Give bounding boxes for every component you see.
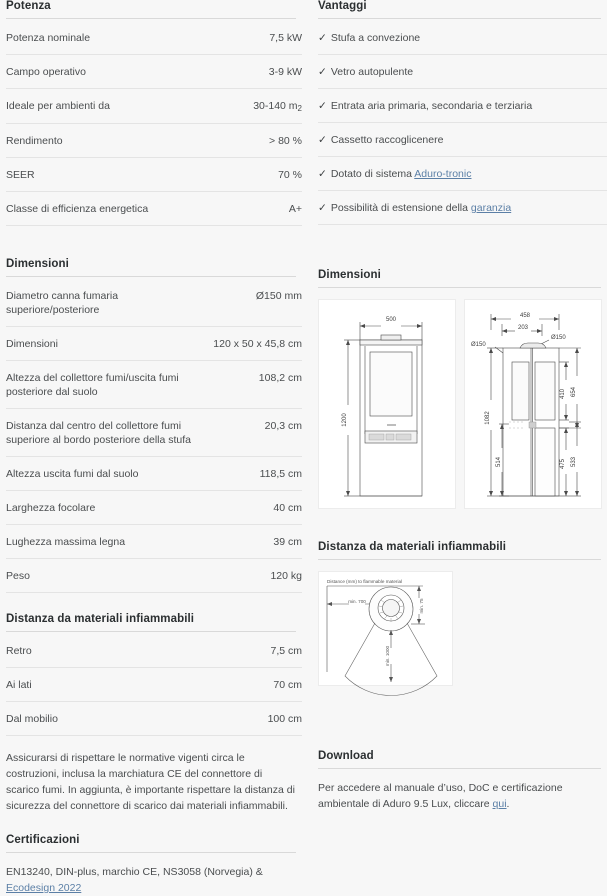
check-icon: ✓ xyxy=(318,202,327,214)
spec-label: Retro xyxy=(6,645,32,657)
table-row xyxy=(6,525,302,559)
table-row xyxy=(6,559,302,593)
side-514-label: 514 xyxy=(496,456,502,468)
check-icon: ✓ xyxy=(318,32,327,44)
spec-value: 40 cm xyxy=(273,502,302,514)
table-row xyxy=(6,409,302,457)
list-item xyxy=(318,191,607,225)
section-distanza xyxy=(6,613,302,814)
side-view-drawing[interactable] xyxy=(464,299,602,509)
spec-label: Rendimento xyxy=(6,135,63,147)
section-title-potenza: Potenza xyxy=(6,0,51,12)
list-item xyxy=(318,123,607,157)
check-icon: ✓ xyxy=(318,66,327,78)
side-view-svg xyxy=(465,300,603,510)
spec-value: 108,2 cm xyxy=(258,372,302,384)
spec-value: 7,5 cm xyxy=(270,645,302,657)
section-divider xyxy=(6,18,296,19)
spacer xyxy=(318,225,607,257)
section-download xyxy=(318,750,607,812)
side-1082-label: 1082 xyxy=(485,411,491,425)
section-divider xyxy=(318,768,601,769)
clearance-min700-label: min. 700 xyxy=(348,599,366,604)
spec-label: Potenza nominale xyxy=(6,32,91,44)
section-divider xyxy=(6,852,296,853)
list-item-label: Possibilità di estensione della xyxy=(330,202,471,214)
clearance-min75-label: min. 75 xyxy=(419,598,424,614)
table-row xyxy=(6,21,302,55)
spec-label: Campo operativo xyxy=(6,66,86,78)
spec-value: 39 cm xyxy=(273,536,302,548)
side-654-label: 654 xyxy=(571,386,577,398)
clearance-min1000-label: min. 1000 xyxy=(385,645,390,667)
spec-value: 100 cm xyxy=(267,713,302,725)
check-icon: ✓ xyxy=(318,134,327,146)
front-height-label: 1200 xyxy=(342,413,348,427)
side-458-label: 458 xyxy=(519,313,531,319)
table-row xyxy=(6,55,302,89)
spacer xyxy=(318,257,607,269)
spec-value: 7,5 kW xyxy=(269,32,302,44)
spacer xyxy=(6,814,302,834)
section-distanza-drawing xyxy=(318,541,607,686)
section-divider xyxy=(6,631,296,632)
list-item xyxy=(318,55,607,89)
table-row xyxy=(6,634,302,668)
drawings-row xyxy=(318,290,607,509)
section-divider xyxy=(318,559,601,560)
distance-note: Assicurarsi di rispettare le normative vigenti circa le costruzioni, inclusa la marchiatura CE del connettore di scarico fumi. In aggiunta, è importante rispettare la distanza di sicurezza del connettore di scarico dai materiali infiammabili. xyxy=(6,752,295,812)
list-item-label: Entrata aria primaria, secondaria e terziaria xyxy=(330,100,533,112)
section-dimensioni-drawings xyxy=(318,269,607,509)
aduro-tronic-link[interactable]: Aduro-tronic xyxy=(414,168,472,180)
table-row xyxy=(6,124,302,158)
spec-value: > 80 % xyxy=(269,135,302,147)
section-divider xyxy=(318,18,601,19)
section-divider xyxy=(318,287,601,288)
table-row xyxy=(6,89,302,124)
table-row xyxy=(6,158,302,192)
section-title-certificazioni: Certificazioni xyxy=(6,834,80,846)
spec-value: 3-9 kW xyxy=(268,66,302,78)
left-column xyxy=(6,0,302,896)
section-title-vantaggi: Vantaggi xyxy=(318,0,367,12)
clearance-caption: Distance (mm) to flammable material xyxy=(327,579,403,584)
table-row xyxy=(6,279,302,327)
check-icon: ✓ xyxy=(318,168,327,180)
side-475-label: 475 xyxy=(560,458,566,470)
spacer xyxy=(6,593,302,613)
section-title-dimensioni-drawings: Dimensioni xyxy=(318,269,381,281)
list-item-label: Vetro autopulente xyxy=(330,66,414,78)
spec-label: Ideale per ambienti da xyxy=(6,100,110,112)
front-view-svg xyxy=(319,300,457,510)
right-column xyxy=(318,0,607,812)
clearance-svg xyxy=(319,572,454,687)
table-row xyxy=(6,668,302,702)
spec-label: Lughezza massima legna xyxy=(6,536,126,548)
front-width-label: 500 xyxy=(385,317,397,323)
spec-label: Altezza uscita fumi dal suolo xyxy=(6,468,139,480)
spec-value: 30-140 $m_2$ xyxy=(253,100,302,113)
spec-value: 70 cm xyxy=(273,679,302,691)
spacer xyxy=(318,718,607,738)
list-item-label: Stufa a convezione xyxy=(330,32,421,44)
spec-value: 70 % xyxy=(278,169,302,181)
list-item xyxy=(318,89,607,123)
garanzia-link[interactable]: garanzia xyxy=(470,202,512,214)
spec-label: Larghezza focolare xyxy=(6,502,96,514)
side-flue-top-label: Ø150 xyxy=(551,335,566,341)
ecodesign-link[interactable]: Ecodesign 2022 xyxy=(6,882,82,894)
check-icon: ✓ xyxy=(318,100,327,112)
spec-label: Peso xyxy=(6,570,30,582)
spec-label: Ai lati xyxy=(6,679,32,691)
spec-value: Ø150 mm xyxy=(255,290,302,302)
spec-label: Classe di efficienza energetica xyxy=(6,203,149,215)
qui-link[interactable]: qui xyxy=(492,798,507,810)
table-row xyxy=(6,192,302,226)
table-row xyxy=(6,457,302,491)
table-row xyxy=(6,327,302,361)
list-item xyxy=(318,21,607,55)
spec-value: A+ xyxy=(288,203,302,215)
section-title-distanza-drawing: Distanza da materiali infiammabili xyxy=(318,541,507,553)
spec-value: 20,3 cm xyxy=(264,420,302,432)
spec-value: 118,5 cm xyxy=(259,468,302,480)
spec-label: Dal mobilio xyxy=(6,713,58,725)
spec-label: SEER xyxy=(6,169,35,181)
certifications-text-before: EN13240, DIN-plus, marchio CE, NS3058 (Norvegia) & xyxy=(6,866,263,878)
spec-label: Diametro canna fumaria superiore/posteriore xyxy=(6,290,119,316)
section-certificazioni xyxy=(6,834,302,896)
table-row xyxy=(6,491,302,525)
section-title-distanza: Distanza da materiali infiammabili xyxy=(6,613,195,625)
section-vantaggi xyxy=(318,0,607,225)
spacer xyxy=(318,509,607,541)
list-item-label: Dotato di sistema xyxy=(330,168,415,180)
spec-value: 120 kg xyxy=(270,570,302,582)
side-533-label: 533 xyxy=(571,456,577,468)
spec-label: Dimensioni xyxy=(6,338,58,350)
spec-label: Altezza del collettore fumi/uscita fumi posteriore dal suolo xyxy=(6,372,179,398)
section-divider xyxy=(6,276,296,277)
side-flue-rear-label: Ø150 xyxy=(471,342,486,348)
download-text-after: . xyxy=(506,798,510,810)
download-text-before: Per accedere al manuale d’uso, DoC e certificazione ambientale di Aduro 9.5 Lux, cliccare xyxy=(318,782,563,810)
distance-drawing-row xyxy=(318,562,607,686)
section-title-dimensioni: Dimensioni xyxy=(6,258,69,270)
download-text xyxy=(318,771,603,812)
side-203-label: 203 xyxy=(517,325,529,331)
side-410-label: 410 xyxy=(560,388,566,400)
list-item-label: Cassetto raccoglicenere xyxy=(330,134,444,146)
section-title-download: Download xyxy=(318,750,374,762)
certifications-text xyxy=(6,855,296,896)
front-view-drawing[interactable] xyxy=(318,299,456,509)
table-row xyxy=(6,361,302,409)
spec-value: 120 x 50 x 45,8 cm xyxy=(213,338,302,350)
spacer xyxy=(318,686,607,718)
spacer xyxy=(318,738,607,750)
spacer xyxy=(6,226,302,258)
section-dimensioni xyxy=(6,258,302,593)
section-potenza xyxy=(6,0,302,226)
clearance-top-view-drawing[interactable] xyxy=(318,571,453,686)
list-item xyxy=(318,157,607,191)
spec-label: Distanza dal centro del collettore fumi superiore al bordo posteriore della stufa xyxy=(6,420,192,446)
table-row xyxy=(6,702,302,736)
